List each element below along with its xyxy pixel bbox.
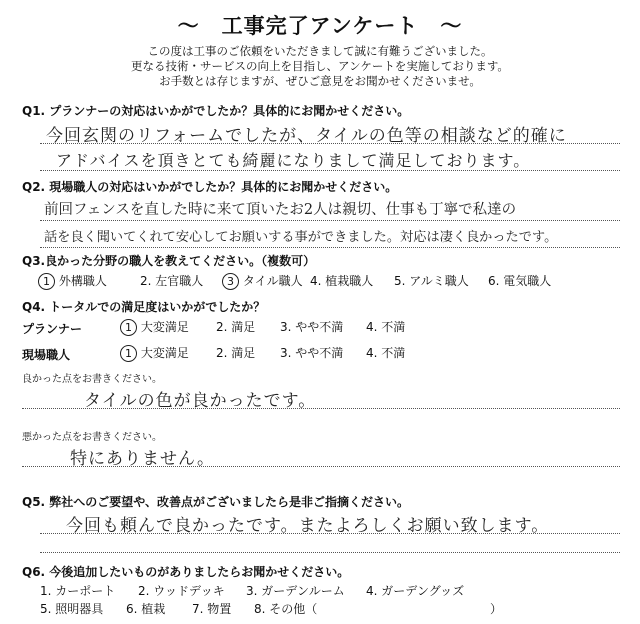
- q3-option-3-circle[interactable]: 3: [222, 273, 239, 290]
- q6-option-7[interactable]: 7. 物置: [192, 602, 232, 616]
- q1-answer-line-2: アドバイスを頂きとても綺麗になりまして満足しております。: [56, 151, 531, 170]
- q3-option-1-circle[interactable]: 1: [38, 273, 55, 290]
- q5-question: Q5. 弊社へのご要望や、改善点がございましたら是非ご指摘ください。: [22, 495, 410, 509]
- form-title: ～ 工事完了アンケート ～: [177, 14, 463, 38]
- q1-rule-2: [40, 170, 620, 171]
- q6-row-1: [40, 582, 620, 600]
- q3-option-1: 外構職人: [58, 274, 107, 288]
- q2-question: Q2. 現場職人の対応はいかがでしたか？具体的にお聞かせください。: [22, 180, 398, 194]
- q3-option-6[interactable]: 6. 電気職人: [488, 274, 552, 288]
- q6-option-1[interactable]: 1. カーポート: [40, 584, 116, 598]
- q2-answer-line-2: 話を良く聞いてくれて安心してお願いする事ができました。対応は凄く良かったです。: [44, 230, 558, 245]
- intro-line-3: お手数とは存じますが、ぜひご意見をお聞かせくださいませ。: [159, 74, 481, 88]
- q4-planner-opt3[interactable]: 3. やや不満: [280, 320, 344, 334]
- q6-option-8[interactable]: 8. その他（: [254, 602, 318, 616]
- q3-options: [38, 272, 618, 292]
- q1-question: Q1. プランナーの対応はいかがでしたか？具体的にお聞かせください。: [22, 104, 410, 118]
- q6-option-5[interactable]: 5. 照明器具: [40, 602, 104, 616]
- q3-question: Q3.良かった分野の職人を教えてください。（複数可）: [22, 254, 316, 268]
- q6-option-2[interactable]: 2. ウッドデッキ: [138, 584, 225, 598]
- q4-planner-options: [120, 318, 620, 338]
- q4-worker-opt1: 大変満足: [140, 346, 189, 360]
- q6-option-4[interactable]: 4. ガーデングッズ: [366, 584, 465, 598]
- q6-option-6[interactable]: 6. 植栽: [126, 602, 166, 616]
- q4-planner-circle[interactable]: 1: [120, 319, 137, 336]
- q3-option-5[interactable]: 5. アルミ職人: [394, 274, 469, 288]
- q4-planner-label: プランナー: [22, 322, 83, 336]
- q1-answer-line-1: 今回玄関のリフォームでしたが、タイルの色等の相談など的確に: [46, 126, 567, 146]
- q4-worker-circle[interactable]: 1: [120, 345, 137, 362]
- q4-worker-options: [120, 344, 620, 364]
- intro-line-2: 更なる技術・サービスの向上を目指し、アンケートを実施しております。: [131, 59, 509, 73]
- q4-planner-opt1: 大変満足: [140, 320, 189, 334]
- intro-line-1: この度は工事のご依頼をいただきまして誠に有難うございました。: [147, 44, 493, 58]
- q3-option-3: タイル職人: [242, 274, 303, 288]
- q2-rule-1: [40, 220, 620, 221]
- q4-planner-opt4[interactable]: 4. 不満: [366, 320, 406, 334]
- q4-planner-opt2[interactable]: 2. 満足: [216, 320, 256, 334]
- q1-rule-1: [40, 143, 620, 144]
- q6-question: Q6. 今後追加したいものがありましたらお聞かせください。: [22, 565, 350, 579]
- q2-answer-line-1: 前回フェンスを直した時に来て頂いたお2人は親切、仕事も丁寧で私達の: [44, 202, 517, 218]
- q4-question: Q4. トータルでの満足度はいかがでしたか？: [22, 300, 266, 314]
- q5-rule-2: [40, 552, 620, 553]
- q4-good-answer: タイルの色が良かったです。: [84, 391, 317, 411]
- q4-worker-opt3[interactable]: 3. やや不満: [280, 346, 344, 360]
- q5-answer: 今回も頼んで良かったです。またよろしくお願い致します。: [66, 516, 550, 536]
- q6-option-8-close: ）: [490, 602, 503, 616]
- q4-good-label: 良かった点をお書きください。: [22, 374, 162, 385]
- q4-bad-label: 悪かった点をお書きください。: [22, 432, 162, 443]
- q6-row-2: [40, 600, 620, 618]
- q5-rule-1: [40, 533, 620, 534]
- q4-worker-opt4[interactable]: 4. 不満: [366, 346, 406, 360]
- q4-good-rule: [22, 408, 620, 409]
- q4-worker-opt2[interactable]: 2. 満足: [216, 346, 256, 360]
- q4-bad-rule: [22, 466, 620, 467]
- q4-bad-answer: 特にありません。: [70, 449, 216, 469]
- q6-option-3[interactable]: 3. ガーデンルーム: [246, 584, 345, 598]
- q4-worker-label: 現場職人: [22, 348, 71, 362]
- q3-option-2[interactable]: 2. 左官職人: [140, 274, 204, 288]
- q2-rule-2: [40, 247, 620, 248]
- q3-option-4[interactable]: 4. 植栽職人: [310, 274, 374, 288]
